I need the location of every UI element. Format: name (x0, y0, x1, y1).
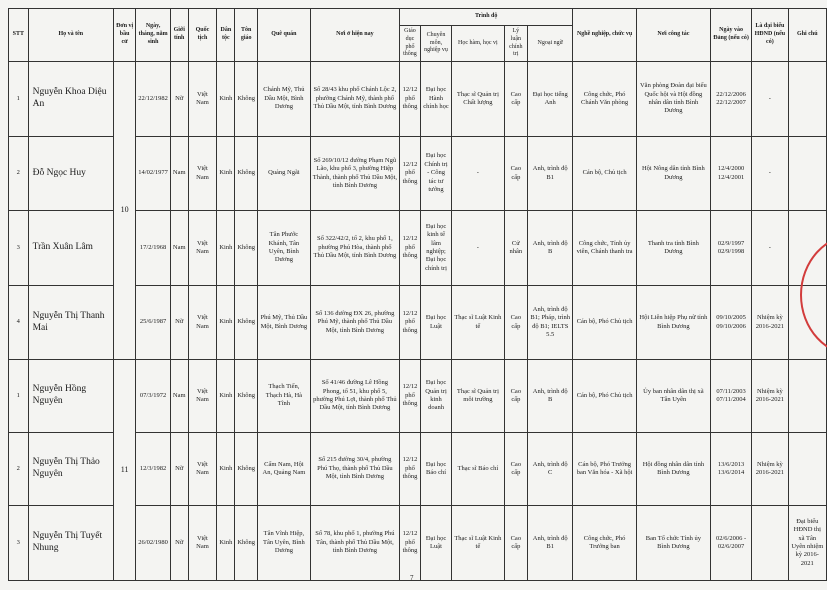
cell-language: Anh, trình độ B (528, 360, 573, 433)
cell-politics: Cao cấp (504, 62, 527, 137)
page-number: 7 (410, 574, 414, 582)
header-nationality: Quốc tịch (188, 9, 217, 62)
cell-job: Cán bộ, Phó Chủ tịch (573, 286, 636, 360)
cell-specialty: Đại học Báo chí (420, 433, 451, 506)
seal-ring (800, 233, 827, 357)
cell-ethnic: Kinh (217, 211, 235, 286)
cell-workplace: Hội Liên hiệp Phụ nữ tỉnh Bình Dương (636, 286, 710, 360)
cell-nationality: Việt Nam (188, 137, 217, 211)
cell-party-date: 09/10/2005 09/10/2006 (710, 286, 751, 360)
cell-language: Anh, trình độ B (528, 211, 573, 286)
cell-name: Trần Xuân Lâm (28, 211, 113, 286)
cell-job: Công chức, Tỉnh ủy viên, Chánh thanh tra (573, 211, 636, 286)
cell-hometown: Cẩm Nam, Hội An, Quảng Nam (258, 433, 311, 506)
cell-name: Đỗ Ngọc Huy (28, 137, 113, 211)
cell-ethnic: Kinh (217, 137, 235, 211)
cell-dob: 17/2/1968 (136, 211, 171, 286)
cell-language: Anh, trình độ B1 (528, 137, 573, 211)
cell-politics: Cao cấp (504, 286, 527, 360)
cell-note: Đại biểu HĐND thị xã Tân Uyên nhiệm kỳ 2016-2021 (788, 506, 826, 581)
cell-job: Công chức, Phó Chánh Văn phòng (573, 62, 636, 137)
cell-residence: Số 136 đường ĐX 26, phường Phú Mỹ, thành phố Thủ Dầu Một, tỉnh Bình Dương (310, 286, 399, 360)
cell-unit: 11 (114, 360, 136, 581)
cell-degree: Thạc sĩ Quản trị Chất lượng (452, 62, 505, 137)
cell-specialty: Đại học Luật (420, 506, 451, 581)
cell-note (788, 360, 826, 433)
candidate-table (8, 8, 827, 581)
header-party-date: Ngày vào Đảng (nếu có) (710, 9, 751, 62)
header-job: Nghề nghiệp, chức vụ (573, 9, 636, 62)
cell-degree: - (452, 211, 505, 286)
cell-dob: 12/3/1982 (136, 433, 171, 506)
cell-general-edu: 12/12 phổ thông (400, 433, 421, 506)
header-language: Ngoại ngữ (528, 26, 573, 62)
cell-stt: 2 (9, 433, 29, 506)
cell-residence: Số 28/43 khu phố Chánh Lộc 2, phường Chánh Mỹ, thành phố Thủ Dầu Một, tỉnh Bình Dương (310, 62, 399, 137)
cell-degree: Thạc sĩ Quản trị môi trường (452, 360, 505, 433)
cell-name: Nguyễn Khoa Diệu An (28, 62, 113, 137)
cell-party-date: 02/9/1997 02/9/1998 (710, 211, 751, 286)
cell-party-date: 22/12/2006 22/12/2007 (710, 62, 751, 137)
cell-general-edu: 12/12 phổ thông (400, 360, 421, 433)
cell-party-date: 02/6/2006 - 02/6/2007 (710, 506, 751, 581)
cell-job: Cán bộ, Chủ tịch (573, 137, 636, 211)
cell-dob: 22/12/1982 (136, 62, 171, 137)
cell-residence: Số 41/46 đường Lê Hồng Phong, tổ 51, khu phố 5, phường Phú Lợi, thành phố Thủ Dầu Một, tỉnh Bình Dương (310, 360, 399, 433)
cell-gender: Nam (170, 137, 188, 211)
cell-specialty: Đại học Luật (420, 286, 451, 360)
cell-workplace: Hội Nông dân tỉnh Bình Dương (636, 137, 710, 211)
cell-workplace: Ban Tổ chức Tỉnh ủy Bình Dương (636, 506, 710, 581)
cell-gender: Nữ (170, 62, 188, 137)
cell-language: Anh, trình độ B1 (528, 506, 573, 581)
cell-note (788, 137, 826, 211)
cell-hometown: Chánh Mỹ, Thủ Dầu Một, Bình Dương (258, 62, 311, 137)
cell-note (788, 62, 826, 137)
cell-hometown: Quảng Ngãi (258, 137, 311, 211)
cell-politics: Cao cấp (504, 433, 527, 506)
cell-workplace: Ủy ban nhân dân thị xã Tân Uyên (636, 360, 710, 433)
header-workplace: Nơi công tác (636, 9, 710, 62)
cell-religion: Không (235, 433, 258, 506)
cell-delegate: Nhiệm kỳ 2016-2021 (752, 286, 788, 360)
cell-degree: Thạc sĩ Luật Kinh tế (452, 506, 505, 581)
cell-workplace: Văn phòng Đoàn đại biểu Quốc hội và Hội đồng nhân dân tỉnh Bình Dương (636, 62, 710, 137)
cell-note (788, 433, 826, 506)
cell-ethnic: Kinh (217, 62, 235, 137)
cell-general-edu: 12/12 phổ thông (400, 211, 421, 286)
cell-ethnic: Kinh (217, 286, 235, 360)
header-gender: Giới tính (170, 9, 188, 62)
header-ethnic: Dân tộc (217, 9, 235, 62)
cell-stt: 2 (9, 137, 29, 211)
cell-delegate (752, 506, 788, 581)
cell-dob: 07/3/1972 (136, 360, 171, 433)
cell-workplace: Thanh tra tỉnh Bình Dương (636, 211, 710, 286)
cell-delegate: - (752, 137, 788, 211)
cell-language: Đại học tiếng Anh (528, 62, 573, 137)
header-note: Ghi chú (788, 9, 826, 62)
cell-stt: 1 (9, 62, 29, 137)
cell-nationality: Việt Nam (188, 286, 217, 360)
header-unit: Đơn vị bầu cử (114, 9, 136, 62)
cell-gender: Nữ (170, 506, 188, 581)
header-politics: Lý luận chính trị (504, 26, 527, 62)
header-education-group: Trình độ (400, 9, 573, 26)
cell-dob: 26/02/1980 (136, 506, 171, 581)
cell-nationality: Việt Nam (188, 433, 217, 506)
cell-workplace: Hội đồng nhân dân tỉnh Bình Dương (636, 433, 710, 506)
cell-gender: Nam (170, 360, 188, 433)
cell-degree: - (452, 137, 505, 211)
cell-specialty: Đại học Chính trị - Công tác tư tưởng (420, 137, 451, 211)
table-row (9, 360, 827, 433)
cell-stt: 1 (9, 360, 29, 433)
cell-hometown: Phú Mỹ, Thủ Dầu Một, Bình Dương (258, 286, 311, 360)
cell-hometown: Tân Vĩnh Hiệp, Tân Uyên, Bình Dương (258, 506, 311, 581)
cell-religion: Không (235, 360, 258, 433)
header-delegate: Là đại biểu HĐND (nếu có) (752, 9, 788, 62)
cell-general-edu: 12/12 phổ thông (400, 62, 421, 137)
cell-religion: Không (235, 506, 258, 581)
cell-hometown: Thạch Tiến, Thạch Hà, Hà Tĩnh (258, 360, 311, 433)
cell-general-edu: 12/12 phổ thông (400, 137, 421, 211)
cell-language: Anh, trình độ B1; Pháp, trình độ B1; IELTS 5.5 (528, 286, 573, 360)
cell-delegate: - (752, 211, 788, 286)
header-name: Họ và tên (28, 9, 113, 62)
cell-party-date: 13/6/2013 13/6/2014 (710, 433, 751, 506)
header-hometown: Quê quán (258, 9, 311, 62)
cell-politics: Cao cấp (504, 360, 527, 433)
header-residence: Nơi ở hiện nay (310, 9, 399, 62)
header-specialty: Chuyên môn, nghiệp vụ (420, 26, 451, 62)
cell-dob: 14/02/1977 (136, 137, 171, 211)
cell-dob: 25/6/1987 (136, 286, 171, 360)
cell-specialty: Đại học Quản trị kinh doanh (420, 360, 451, 433)
header-dob: Ngày, tháng, năm sinh (136, 9, 171, 62)
cell-language: Anh, trình độ C (528, 433, 573, 506)
cell-ethnic: Kinh (217, 360, 235, 433)
cell-nationality: Việt Nam (188, 360, 217, 433)
cell-stt: 3 (9, 506, 29, 581)
cell-stt: 4 (9, 286, 29, 360)
cell-religion: Không (235, 286, 258, 360)
cell-stt: 3 (9, 211, 29, 286)
cell-religion: Không (235, 62, 258, 137)
header-degree: Học hàm, học vị (452, 26, 505, 62)
cell-job: Cán bộ, Phó Trưởng ban Văn hóa - Xã hội (573, 433, 636, 506)
cell-party-date: 07/11/2003 07/11/2004 (710, 360, 751, 433)
cell-degree: Thạc sĩ Báo chí (452, 433, 505, 506)
cell-residence: Số 215 đường 30/4, phường Phú Thọ, thành phố Thủ Dầu Một, tỉnh Bình Dương (310, 433, 399, 506)
cell-religion: Không (235, 137, 258, 211)
header-religion: Tôn giáo (235, 9, 258, 62)
cell-job: Cán bộ, Phó Chủ tịch (573, 360, 636, 433)
cell-general-edu: 12/12 phổ thông (400, 506, 421, 581)
cell-delegate: Nhiệm kỳ 2016-2021 (752, 433, 788, 506)
cell-ethnic: Kinh (217, 433, 235, 506)
header-stt: STT (9, 9, 29, 62)
cell-gender: Nam (170, 211, 188, 286)
cell-nationality: Việt Nam (188, 506, 217, 581)
cell-specialty: Đại học Hành chính học (420, 62, 451, 137)
cell-general-edu: 12/12 phổ thông (400, 286, 421, 360)
table-row (9, 62, 827, 137)
cell-delegate: Nhiệm kỳ 2016-2021 (752, 360, 788, 433)
cell-politics: Cao cấp (504, 506, 527, 581)
cell-politics: Cao cấp (504, 137, 527, 211)
cell-degree: Thạc sĩ Luật Kinh tế (452, 286, 505, 360)
cell-residence: Số 269/10/12 đường Phạm Ngũ Lão, khu phố 3, phường Hiệp Thành, thành phố Thủ Dầu Một, tỉnh Bình Dương (310, 137, 399, 211)
cell-hometown: Tân Phước Khánh, Tân Uyên, Bình Dương (258, 211, 311, 286)
cell-name: Nguyễn Hồng Nguyên (28, 360, 113, 433)
cell-residence: Số 322/42/2, tổ 2, khu phố 1, phường Phú Hòa, thành phố Thủ Dầu Một, tỉnh Bình Dương (310, 211, 399, 286)
cell-religion: Không (235, 211, 258, 286)
cell-nationality: Việt Nam (188, 211, 217, 286)
cell-delegate: - (752, 62, 788, 137)
cell-residence: Số 78, khu phố 1, phường Phú Tân, thành phố Thủ Dầu Một, tỉnh Bình Dương (310, 506, 399, 581)
cell-unit: 10 (114, 62, 136, 360)
cell-nationality: Việt Nam (188, 62, 217, 137)
cell-specialty: Đại học kinh tế lâm nghiệp; Đại học chính trị (420, 211, 451, 286)
official-seal-stamp (792, 225, 827, 365)
cell-name: Nguyễn Thị Thanh Mai (28, 286, 113, 360)
cell-name: Nguyễn Thị Thảo Nguyên (28, 433, 113, 506)
cell-gender: Nữ (170, 286, 188, 360)
cell-name: Nguyễn Thị Tuyết Nhung (28, 506, 113, 581)
cell-party-date: 12/4/2000 12/4/2001 (710, 137, 751, 211)
header-general-edu: Giáo dục phổ thông (400, 26, 421, 62)
cell-politics: Cử nhân (504, 211, 527, 286)
cell-job: Công chức, Phó Trưởng ban (573, 506, 636, 581)
cell-ethnic: Kinh (217, 506, 235, 581)
cell-gender: Nữ (170, 433, 188, 506)
